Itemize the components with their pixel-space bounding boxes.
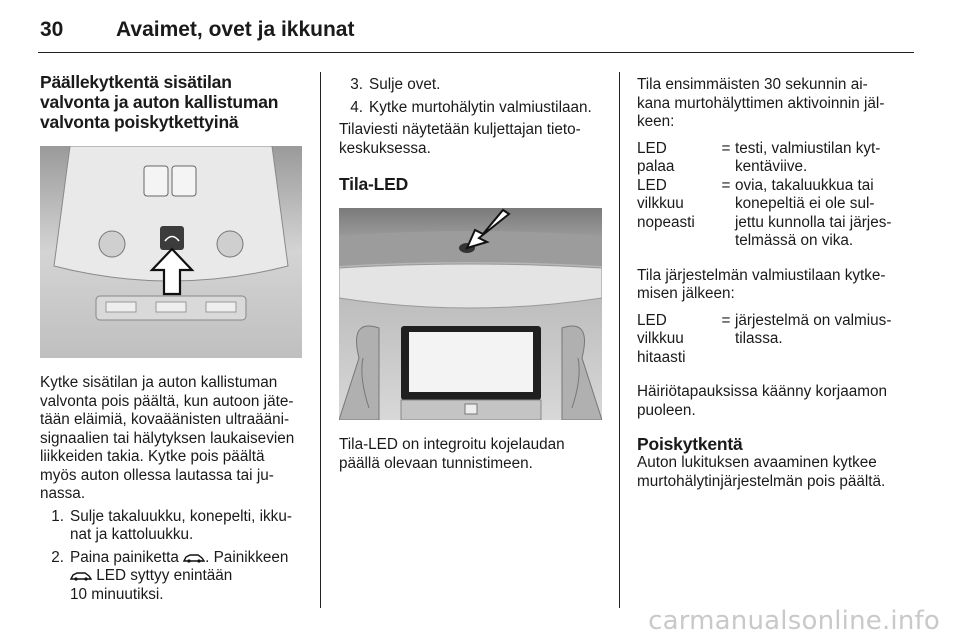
standby-paragraph [637, 267, 913, 304]
column-3 [637, 76, 913, 491]
text-line: Auton lukituksen avaaminen kytkee [637, 454, 877, 471]
heading-line: valvonta ja auton kallistuman [40, 92, 279, 112]
step-text: Sulje ovet. [369, 76, 441, 93]
car-tilt-icon [70, 570, 92, 581]
text-line: Sulje takaluukku, konepelti, ikku- [70, 507, 292, 525]
text-line: nopeasti [637, 213, 695, 231]
text-line: vilkkuu [637, 195, 684, 212]
text-line: Häiriötapauksissa käänny korjaamon [637, 383, 887, 400]
overhead-console-figure [40, 146, 302, 358]
step-text [70, 508, 302, 545]
text-line: konepeltiä ei ole sul- [735, 195, 875, 212]
text-line: tilassa. [735, 330, 783, 347]
watermark: carmanualsonline.info [648, 606, 940, 636]
equals-sign: = [721, 176, 731, 194]
fault-paragraph [637, 383, 913, 420]
equals-sign: = [721, 139, 731, 157]
step-number: 2. [51, 548, 64, 566]
status-led-paragraph [339, 436, 602, 473]
led-description [735, 312, 913, 368]
text-line: tään eläimiä, kovaäänisten ultraääni- [40, 411, 290, 428]
text-line: jettu kunnolla tai järjes- [735, 213, 892, 231]
led-status-table-1 [637, 140, 913, 251]
text-line: järjestelmä on valmius- [735, 311, 892, 329]
list-item [339, 99, 602, 118]
text-line: nassa. [40, 485, 86, 502]
text-line: misen jälkeen: [637, 285, 735, 302]
text-line: päällä olevaan tunnistimeen. [339, 454, 533, 472]
led-term [637, 177, 717, 251]
intro-paragraph [637, 76, 913, 132]
monitoring-paragraph [40, 374, 302, 504]
text-span: Paina painiketta [70, 548, 179, 566]
text-line: LED [637, 176, 667, 194]
text-line: signaalien tai hälytyksen laukaisevien [40, 429, 295, 447]
list-item [40, 508, 302, 545]
text-line: Kytke sisätilan ja auton kallistuman [40, 374, 278, 391]
step-number: 4. [350, 98, 363, 116]
section-heading-status-led: Tila-LED [339, 174, 409, 194]
text-line: hitaasti [637, 348, 686, 366]
section-heading-deactivation: Poiskytkentä [637, 434, 743, 454]
text-span: . Painikkeen [205, 548, 289, 566]
text-line: kentäviive. [735, 158, 808, 175]
step-number: 1. [51, 507, 64, 525]
chapter-title: Avaimet, ovet ja ikkunat [116, 18, 355, 41]
text-line: LED [637, 139, 667, 157]
step-text [70, 549, 302, 605]
text-line: myös auton ollessa lautassa tai ju- [40, 466, 274, 484]
text-line: nat ja kattoluukku. [70, 526, 194, 543]
steps-list-2 [339, 76, 602, 117]
heading-line: Päällekytkentä sisätilan [40, 72, 232, 92]
text-line: liikkeiden takia. Kytke pois päältä [40, 448, 265, 465]
text-line: valvonta pois päältä, kun autoon jäte- [40, 392, 294, 410]
led-description [735, 177, 913, 251]
dashboard-figure [339, 208, 602, 420]
page-number: 30 [40, 18, 64, 41]
list-item [40, 549, 302, 605]
text-line: vilkkuu [637, 330, 684, 347]
text-line: testi, valmiustilan kyt- [735, 139, 881, 157]
text-line: Tila järjestelmän valmiustilaan kytke- [637, 266, 886, 284]
led-description [735, 140, 913, 177]
led-status-table-2 [637, 312, 913, 368]
text-line: keen: [637, 113, 675, 130]
text-line: Tilaviesti näytetään kuljettajan tieto- [339, 121, 581, 138]
led-term [637, 140, 717, 177]
column-divider-2 [619, 72, 620, 608]
page-header [38, 10, 914, 53]
equals-sign: = [721, 311, 731, 329]
status-message-paragraph [339, 121, 602, 158]
text-span: LED syttyy enintään [96, 567, 233, 584]
column-2 [339, 76, 602, 473]
list-item [339, 76, 602, 95]
car-tilt-icon [183, 552, 205, 563]
step-number: 3. [350, 76, 363, 93]
column-divider-1 [320, 72, 321, 608]
text-line: keskuksessa. [339, 139, 431, 157]
text-line: LED [637, 311, 667, 329]
led-term [637, 312, 717, 368]
text-line: telmässä on vika. [735, 232, 854, 249]
column-1 [40, 72, 302, 608]
steps-list-1 [40, 508, 302, 605]
step-text: Kytke murtohälytin valmiustilaan. [369, 98, 592, 116]
deactivation-paragraph [637, 454, 913, 491]
text-line: Tila ensimmäisten 30 sekunnin ai- [637, 76, 868, 93]
heading-line: valvonta poiskytkettyinä [40, 112, 239, 132]
text-line: palaa [637, 158, 675, 175]
text-line: 10 minuutiksi. [70, 585, 164, 603]
overhead-console-illustration [40, 146, 302, 358]
text-line: Tila-LED on integroitu kojelaudan [339, 436, 565, 453]
text-line: kana murtohälyttimen aktivoinnin jäl- [637, 94, 885, 112]
section-heading-disable-monitoring [40, 72, 302, 132]
text-line: murtohälytinjärjestelmän pois päältä. [637, 472, 886, 490]
text-line: ovia, takaluukkua tai [735, 176, 874, 194]
dashboard-illustration [339, 208, 602, 420]
text-line: puoleen. [637, 401, 696, 419]
